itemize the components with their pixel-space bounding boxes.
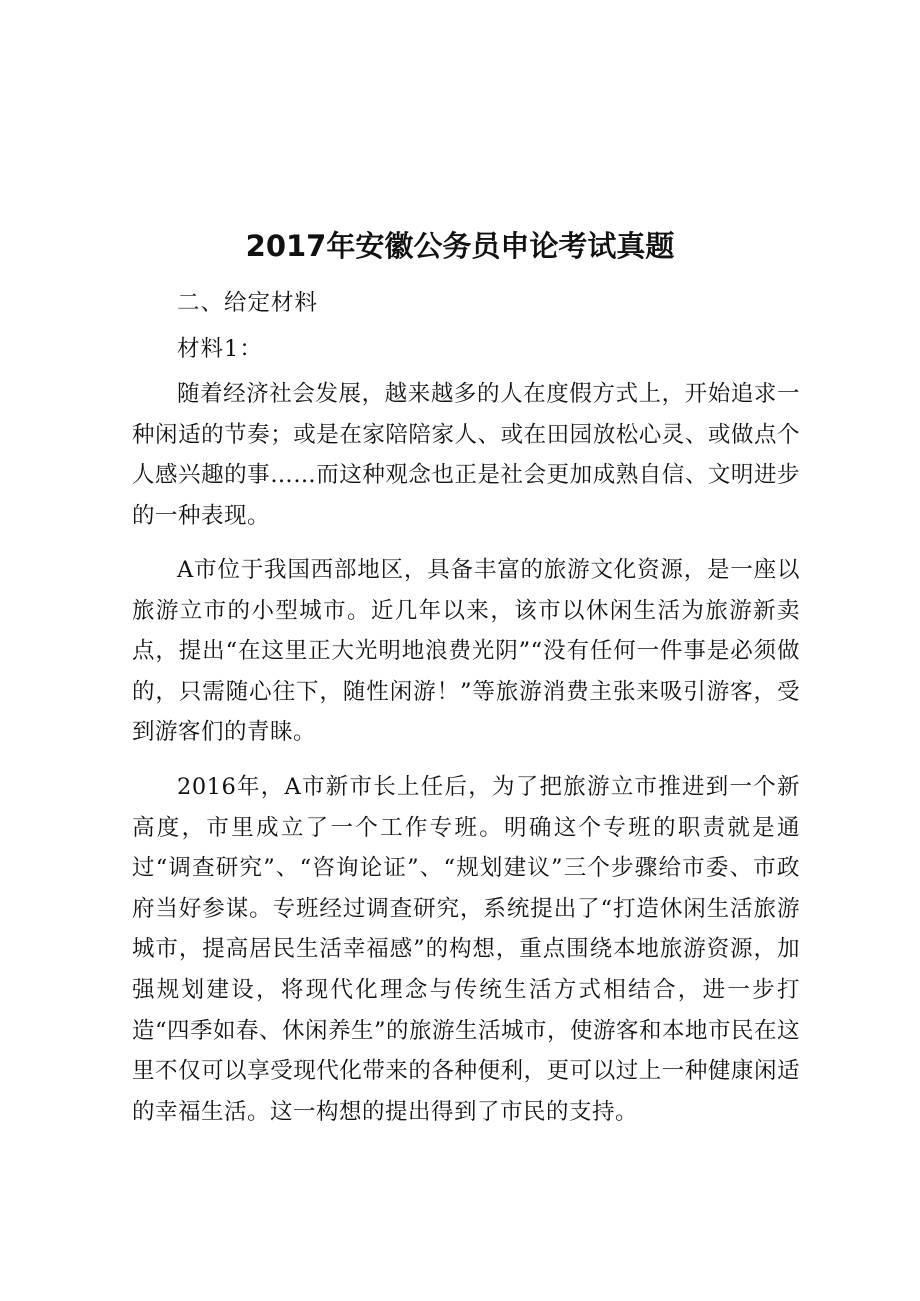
material-label: 材料1： [177,336,263,362]
paragraph-3: 2016年，A市新市长上任后，为了把旅游立市推进到一个新高度，市里成立了一个工作专班。明确这个专班的职责就是通过“调查研究”、“咨询论证”、“规划建议”三个步骤给市委、市政府当好参谋。专班经过调查研究，系统提出了“打造休闲生活旅游城市，提高居民生活幸福感”的构想，重点围绕本地旅游资源，加强规划建设，将现代化理念与传统生活方式相结合，进一步打造“四季如春、休闲养生”的旅游生活城市，使游客和本地市民在这里不仅可以享受现代化带来的各种便利，更可以过上一种健康闲适的幸福生活。这一构想的提出得到了市民的支持。 [132,774,801,1125]
document-title: 2017年安徽公务员申论考试真题 [245,229,675,263]
paragraph-1: 随着经济社会发展，越来越多的人在度假方式上，开始追求一种闲适的节奏；或是在家陪陪家人、或在田园放松心灵、或做点个人感兴趣的事……而这种观念也正是社会更加成熟自信、文明进步的一种表现。 [132,381,800,529]
paragraph-2: A市位于我国西部地区，具备丰富的旅游文化资源，是一座以旅游立市的小型城市。近几年以来，该市以休闲生活为旅游新卖点，提出“在这里正大光明地浪费光阴”“没有任何一件事是必须做的，只需随心往下，随性闲游！”等旅游消费主张来吸引游客，受到游客们的青睐。 [132,557,800,746]
section-heading: 二、给定材料 [177,290,319,316]
